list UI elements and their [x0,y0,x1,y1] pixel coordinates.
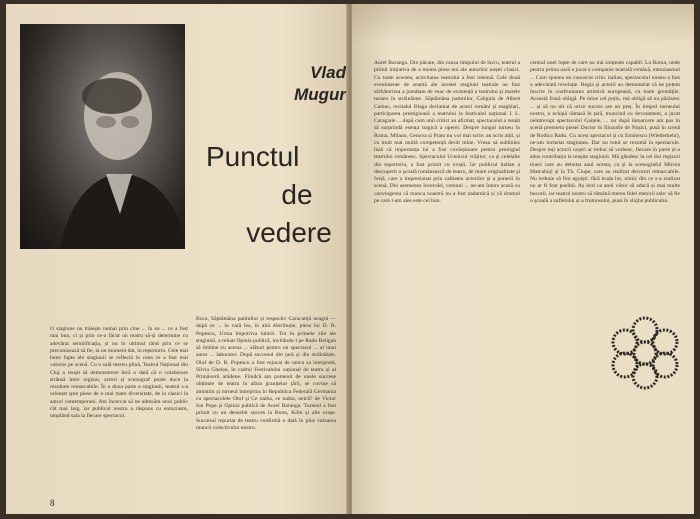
author-last-name: Mugur [294,85,346,104]
left-page [6,4,348,514]
right-page [352,4,694,514]
right-column-1 [374,60,520,504]
right-column-1-text: Aurel Baranga. Din păcate, din cauza timpului de lucru, teatrul a primit inițiativa de a monta piese noi ale autorilor noștri clasici. Cu toate acestea, activitatea teatrului a fost intensă. Cele două evenimente de seamă ale acestei stagiuni teatrale au fost sărbătorirea a jumătate de veac de existență a teatrului și marele turneu în străinătate. Săptămâna patimilor, Caligula de Albert Camus, recitalul Blaga declamat de actori români și maghiari, participarea prestigioasă a teatrului la festivalul național I. L. Caragiale ... după cum unii critici au afirmat, spectacolul a reușit să surprindă esența tragică a operei. Despre lungul turneu în Roma, Milano, Genova și Prato nu voi mai scrie: au scris alții, și cu mult mai multă competență decât mine. Vreau să subliniez însă că importanța lui a fost covârșitoare pentru prestigiul teatrului românesc. Spectacolul Ucenicul vrăjitor, ca și celelalte din repertoriu, a fost primit cu ovații. Iar publicul italian a descoperit o școală românească de teatru, de mare originalitate și forță, care a impresionat prin calitatea actorilor și a punerii în scenă. Din asemenea încercări, comuni ... ne-am întors acasă cu convingerea că munca noastră nu a fost zadarnică și că drumul pe care l-am ales este cel bun. [374,60,520,204]
title-line-1: Punctul [206,141,300,172]
magazine-spread [6,4,694,514]
article-title [202,138,342,252]
right-column-2-text: central unei lupte de care nu mă simțeam capabil. La Roma, unde pentru prima oară a jucat o companie teatrală română, entuziasmul ... Cum spunea un cunoscut critic italian, spectacolul nostru a fost o adevărată revelație. Regia și actorii au demonstrat că ne putem înscrie în confruntarea artistică europeană, cu toate greutățile. Această frază obligă. Pe mine cel puțin, mă obligă să nu părăsesc ... și să nu uit că orice succes are un preț. În timpul turneului nostru, o echipă rămasă în țară, muncind cu devotament, a jucat neîntrerupt spectacolul Gaițele, ... iar după întoarcere am pus în scenă premiera piesei Doctor în filozofie de Nușici, pusă în scenă de Rodica Radu. Cu acest spectacol și cu Eminescu (Wiederkehr), ne-am încheiat stagiunea. Dar nu totul se rezumă la spectacole. Despre toți actorii noștri ar trebui să vorbesc, fiecare în parte și-a adus contribuția la reușita stagiunii. Mă gândesc la cei doi regizori tineri care au debutat anul acesta, ca și la scenograful Mircea Matcaboji și la Th. Ciupe, care au realizat decoruri remarcabile. Nu trebuie să fim egoiști: fără truda lor, nimic din ce s-a realizat nu ar fi fost posibil. Aș dori ca anul viitor să aducă și mai multe bucurii, iar teatrul nostru să rămână mereu fidel menirii sale: să fie o școală a sufletului și a frumosului, pusă în slujba publicului. [530,60,680,204]
left-column-1 [50,326,188,498]
left-column-2-text: Boca, Săptămâna patimilor și respectiv Caracatiță neagră — după ce ... în vară lea, în altă distribuție, piesa lui D. R. Popescu, Urma împotriva iubirii. Tot în primele zile ale stagiunii, a reluat Opinia publică, invitându-l pe Radu Beligan să îmbine cu acesta ... alături pentru un spectacol ... al unui autor ... laborator. După succesul din țară și din străinătate, Olof de D. R. Popescu a fost rejucat de unica sa interpretă, Silvia Ghelan, în cadrul Festivalului național de teatru și al Primăverii arădene. Fiindcă am pomenit de unele succese obținute de teatru în afara granițelor țării, se cuvine să amintim și turneul întreprins în Republica Federală Germania cu spectacolele Olof și Ce naiba, ce naiba, neică? de Victor Ion Popa și Opinia publică de Aurel Baranga. Turneul a fost primit cu un deosebit succes la Bonn, Köln și alte orașe. Succesul repurtat de teatru confirmă o dată în plus valoarea muncii colectivului nostru. [196,316,336,431]
author-name [262,62,346,106]
floral-ornament-icon [602,310,688,396]
author-portrait-photo [20,24,185,249]
page-number: 8 [50,498,55,508]
title-line-3: vedere [246,217,332,248]
left-column-1-text: O stagiune nu trăiește numai prin cine ... în ea ... ce a fost mai bun, ci și prin ce-a făcut un teatru să-și determine cu adevărat semnificația, și nu în ultimul rând prin ce se preconizează să fie, la un moment dat, în repertoriu. Cele mai bune fapte ale stagiunii se reflectă în ceea ce a fost mai valoros pe scenă. Cu o sală mereu plină, Teatrul Național din Cluj a reușit să demonstreze încă o dată că o colaborare strânsă între regizor, actori și scenograf poate duce la rezultate remarcabile. În a doua parte a stagiunii, teatrul s-a orientat spre piese de o mai mare diversitate, de la clasici la autori contemporani. Am încercat să ne adresăm unui public cât mai larg, iar publicul nostru a răspuns cu entuziasm, umplând sala la fiecare spectacol. [50,326,188,419]
portrait-figure [20,24,185,249]
title-line-2: de [281,179,313,210]
right-column-2 [530,60,680,504]
top-edge-shadow [352,4,694,44]
author-first-name: Vlad [310,63,346,82]
left-column-2 [196,316,336,500]
